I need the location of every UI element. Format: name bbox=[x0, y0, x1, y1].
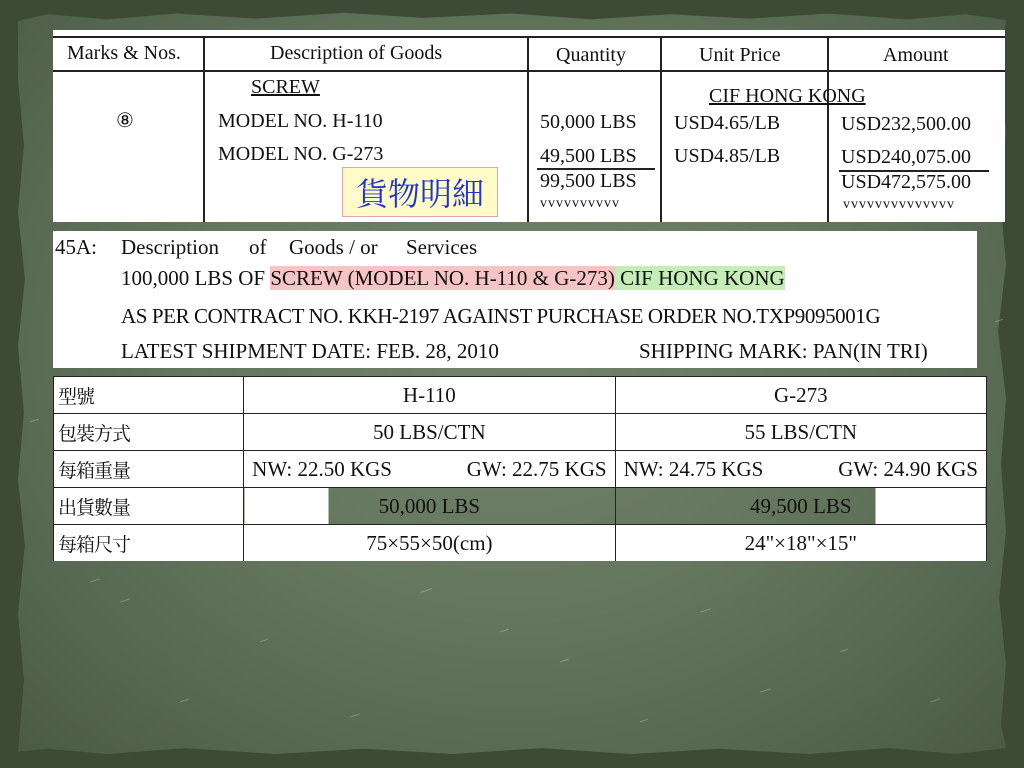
h110-gross-weight: GW: 22.75 KGS bbox=[466, 456, 607, 481]
g273-net-weight: NW: 24.75 KGS bbox=[623, 456, 764, 481]
header-marks: Marks & Nos. bbox=[67, 42, 181, 64]
lc-line-3-left: LATEST SHIPMENT DATE: FEB. 28, 2010 bbox=[121, 339, 499, 363]
lc-line-1 bbox=[121, 266, 785, 291]
spec-table bbox=[53, 376, 987, 561]
table-row bbox=[54, 414, 987, 451]
goods-details-label: 貨物明細 bbox=[342, 167, 498, 217]
row-label: 每箱尺寸 bbox=[54, 525, 244, 562]
lc-heading-word-1: Description bbox=[121, 235, 219, 259]
amount-total: USD472,575.00 bbox=[841, 171, 972, 193]
h110-weight bbox=[244, 451, 615, 488]
amount-line-1: USD232,500.00 bbox=[841, 113, 972, 135]
lc-field-tag: 45A: bbox=[55, 235, 97, 259]
lc-goods-highlight: SCREW (MODEL NO. H-110 & G-273) bbox=[270, 266, 615, 290]
header-quantity: Quantity bbox=[556, 44, 626, 66]
row-label: 出貨數量 bbox=[54, 488, 244, 525]
lc-heading-word-4: Services bbox=[406, 235, 478, 259]
g273-weight bbox=[615, 451, 986, 488]
g273-carton-size: 24"×18"×15" bbox=[615, 525, 986, 562]
quantity-line-2: 49,500 LBS bbox=[540, 145, 637, 167]
goods-line-1: MODEL NO. H-110 bbox=[218, 110, 383, 132]
table-row bbox=[54, 451, 987, 488]
header-unit-price: Unit Price bbox=[699, 44, 781, 66]
amount-ticks: vvvvvvvvvvvvvv bbox=[843, 197, 955, 212]
quantity-ticks: vvvvvvvvvv bbox=[540, 196, 620, 211]
lc-heading-word-3: Goods / or bbox=[289, 235, 378, 259]
h110-packing: 50 LBS/CTN bbox=[244, 414, 615, 451]
unit-price-line-2: USD4.85/LB bbox=[674, 145, 781, 167]
table-row bbox=[54, 377, 987, 414]
header-amount: Amount bbox=[883, 44, 949, 66]
row-label: 每箱重量 bbox=[54, 451, 244, 488]
h110-model: H-110 bbox=[244, 377, 615, 414]
table-row bbox=[54, 488, 987, 525]
quantity-line-1: 50,000 LBS bbox=[540, 111, 637, 133]
header-description: Description of Goods bbox=[270, 42, 443, 64]
lc-heading-word-2: of bbox=[249, 235, 267, 259]
lc-line-3-right: SHIPPING MARK: PAN(IN TRI) bbox=[639, 339, 928, 363]
goods-line-2: MODEL NO. G-273 bbox=[218, 143, 384, 165]
lc-terms-highlight: CIF HONG KONG bbox=[614, 266, 785, 290]
spec-table-scan bbox=[53, 376, 987, 561]
lc-line-2: AS PER CONTRACT NO. KKH-2197 AGAINST PURCHASE ORDER NO.TXP9095001G bbox=[121, 304, 881, 328]
invoice-table-scan bbox=[53, 30, 1005, 222]
amount-line-2: USD240,075.00 bbox=[841, 146, 972, 168]
row-label: 型號 bbox=[54, 377, 244, 414]
mark-symbol: ⑧ bbox=[116, 108, 134, 132]
g273-packing: 55 LBS/CTN bbox=[615, 414, 986, 451]
quantity-total: 99,500 LBS bbox=[540, 170, 637, 192]
g273-model: G-273 bbox=[615, 377, 986, 414]
goods-title: SCREW bbox=[251, 76, 320, 98]
row-label: 包裝方式 bbox=[54, 414, 244, 451]
unit-price-term: CIF HONG KONG bbox=[709, 85, 866, 107]
unit-price-line-1: USD4.65/LB bbox=[674, 112, 781, 134]
table-row bbox=[54, 525, 987, 562]
lc-45a-scan bbox=[53, 231, 977, 368]
h110-net-weight: NW: 22.50 KGS bbox=[252, 456, 392, 481]
h110-shipment-qty: 50,000 LBS bbox=[244, 488, 615, 525]
lc-line-1-prefix: 100,000 LBS OF bbox=[121, 266, 271, 290]
g273-shipment-qty: 49,500 LBS bbox=[615, 488, 986, 525]
g273-gross-weight: GW: 24.90 KGS bbox=[838, 456, 978, 481]
h110-carton-size: 75×55×50(cm) bbox=[244, 525, 615, 562]
